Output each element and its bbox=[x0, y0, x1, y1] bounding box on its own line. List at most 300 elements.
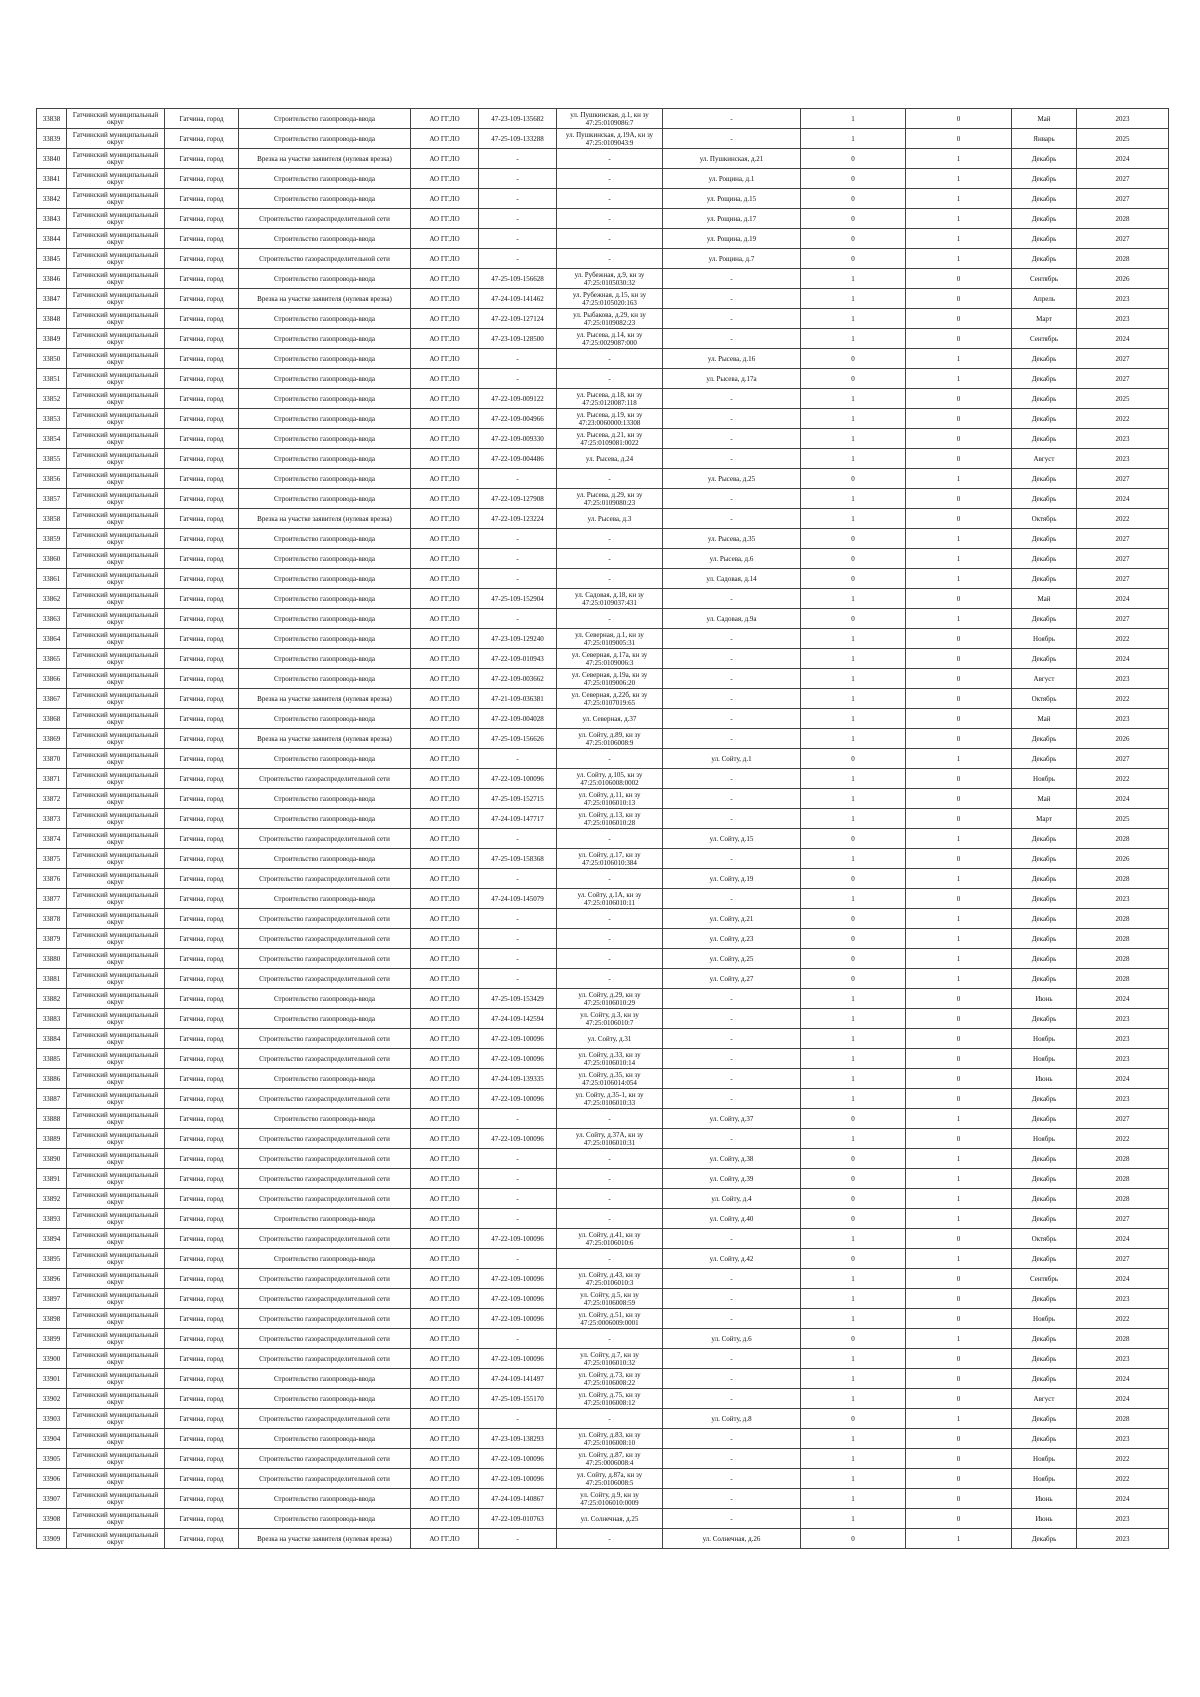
cell-address: ул. Сойту, д.6 bbox=[663, 1329, 801, 1349]
cell-count-b: 1 bbox=[906, 189, 1012, 209]
cell-count-b: 0 bbox=[906, 1049, 1012, 1069]
cell-month: Декабрь bbox=[1012, 929, 1077, 949]
cell-year: 2026 bbox=[1077, 849, 1169, 869]
cell-year: 2022 bbox=[1077, 1309, 1169, 1329]
cell-work-type: Строительство газораспределительной сети bbox=[239, 829, 411, 849]
cell-organization: АО ГГ.ЛО bbox=[411, 1149, 479, 1169]
cell-district: Гатчинский муниципальный округ bbox=[67, 149, 165, 169]
cell-row-id: 33869 bbox=[37, 729, 67, 749]
cell-year: 2027 bbox=[1077, 749, 1169, 769]
cell-address: ул. Рощина, д.1 bbox=[663, 169, 801, 189]
cell-work-type: Строительство газопровода-ввода bbox=[239, 129, 411, 149]
cell-organization: АО ГГ.ЛО bbox=[411, 969, 479, 989]
cell-settlement: Гатчина, город bbox=[165, 889, 239, 909]
cell-address: ул. Рощина, д.7 bbox=[663, 249, 801, 269]
cell-district: Гатчинский муниципальный округ bbox=[67, 869, 165, 889]
cell-district: Гатчинский муниципальный округ bbox=[67, 589, 165, 609]
cell-year: 2028 bbox=[1077, 949, 1169, 969]
cell-month: Ноябрь bbox=[1012, 769, 1077, 789]
cell-address: - bbox=[663, 509, 801, 529]
cell-row-id: 33902 bbox=[37, 1389, 67, 1409]
cell-count-b: 0 bbox=[906, 449, 1012, 469]
cell-district: Гатчинский муниципальный округ bbox=[67, 429, 165, 449]
table-row bbox=[37, 429, 1169, 449]
cell-month: Декабрь bbox=[1012, 1089, 1077, 1109]
cell-work-type: Строительство газопровода-ввода bbox=[239, 1109, 411, 1129]
cell-year: 2023 bbox=[1077, 309, 1169, 329]
cell-address: - bbox=[663, 1469, 801, 1489]
cell-row-id: 33904 bbox=[37, 1429, 67, 1449]
cell-address-with-cadastral: ул. Сойту, д.3, кн зу 47:25:0106010:7 bbox=[557, 1009, 663, 1029]
cell-organization: АО ГГ.ЛО bbox=[411, 449, 479, 469]
cell-year: 2028 bbox=[1077, 829, 1169, 849]
cell-address: - bbox=[663, 289, 801, 309]
cell-count-a: 0 bbox=[801, 189, 906, 209]
cell-year: 2028 bbox=[1077, 1409, 1169, 1429]
cell-organization: АО ГГ.ЛО bbox=[411, 1449, 479, 1469]
cell-application-number: - bbox=[479, 1109, 557, 1129]
cell-row-id: 33882 bbox=[37, 989, 67, 1009]
cell-row-id: 33874 bbox=[37, 829, 67, 849]
cell-district: Гатчинский муниципальный округ bbox=[67, 409, 165, 429]
cell-year: 2028 bbox=[1077, 1149, 1169, 1169]
cell-application-number: 47-22-109-100096 bbox=[479, 1229, 557, 1249]
cell-address: ул. Сойту, д.15 bbox=[663, 829, 801, 849]
cell-count-a: 0 bbox=[801, 929, 906, 949]
cell-row-id: 33838 bbox=[37, 109, 67, 129]
cell-count-a: 1 bbox=[801, 729, 906, 749]
table-row bbox=[37, 949, 1169, 969]
cell-application-number: 47-23-109-128500 bbox=[479, 329, 557, 349]
table-row bbox=[37, 169, 1169, 189]
cell-year: 2027 bbox=[1077, 1209, 1169, 1229]
cell-month: Декабрь bbox=[1012, 489, 1077, 509]
cell-month: Декабрь bbox=[1012, 229, 1077, 249]
cell-district: Гатчинский муниципальный округ bbox=[67, 169, 165, 189]
cell-row-id: 33906 bbox=[37, 1469, 67, 1489]
cell-month: Декабрь bbox=[1012, 1209, 1077, 1229]
cell-organization: АО ГГ.ЛО bbox=[411, 729, 479, 749]
table-row bbox=[37, 569, 1169, 589]
cell-year: 2027 bbox=[1077, 169, 1169, 189]
cell-settlement: Гатчина, город bbox=[165, 969, 239, 989]
cell-organization: АО ГГ.ЛО bbox=[411, 1009, 479, 1029]
cell-year: 2023 bbox=[1077, 289, 1169, 309]
cell-address: - bbox=[663, 629, 801, 649]
cell-count-b: 0 bbox=[906, 849, 1012, 869]
cell-organization: АО ГГ.ЛО bbox=[411, 1249, 479, 1269]
cell-work-type: Строительство газопровода-ввода bbox=[239, 229, 411, 249]
cell-address: - bbox=[663, 1229, 801, 1249]
cell-year: 2022 bbox=[1077, 1469, 1169, 1489]
cell-address-with-cadastral: ул. Сойту, д.29, кн зу 47:25:0106010:29 bbox=[557, 989, 663, 1009]
cell-address-with-cadastral: - bbox=[557, 1109, 663, 1129]
cell-work-type: Строительство газопровода-ввода bbox=[239, 109, 411, 129]
cell-organization: АО ГГ.ЛО bbox=[411, 169, 479, 189]
cell-year: 2023 bbox=[1077, 109, 1169, 129]
cell-organization: АО ГГ.ЛО bbox=[411, 889, 479, 909]
cell-address: ул. Солнечная, д.26 bbox=[663, 1529, 801, 1549]
cell-district: Гатчинский муниципальный округ bbox=[67, 1369, 165, 1389]
table-row bbox=[37, 809, 1169, 829]
cell-address-with-cadastral: - bbox=[557, 1149, 663, 1169]
cell-work-type: Строительство газопровода-ввода bbox=[239, 369, 411, 389]
cell-month: Декабрь bbox=[1012, 429, 1077, 449]
cell-work-type: Врезка на участке заявителя (нулевая врезка) bbox=[239, 729, 411, 749]
table-row bbox=[37, 369, 1169, 389]
cell-row-id: 33862 bbox=[37, 589, 67, 609]
cell-address: ул. Рощина, д.19 bbox=[663, 229, 801, 249]
cell-address-with-cadastral: - bbox=[557, 1209, 663, 1229]
cell-count-a: 0 bbox=[801, 1149, 906, 1169]
cell-count-b: 0 bbox=[906, 769, 1012, 789]
cell-row-id: 33860 bbox=[37, 549, 67, 569]
cell-address-with-cadastral: - bbox=[557, 929, 663, 949]
cell-count-a: 0 bbox=[801, 469, 906, 489]
cell-year: 2027 bbox=[1077, 609, 1169, 629]
cell-organization: АО ГГ.ЛО bbox=[411, 329, 479, 349]
cell-year: 2024 bbox=[1077, 1069, 1169, 1089]
cell-count-a: 0 bbox=[801, 149, 906, 169]
cell-year: 2028 bbox=[1077, 929, 1169, 949]
cell-count-b: 0 bbox=[906, 1069, 1012, 1089]
cell-address-with-cadastral: ул. Сойту, д.87, кн зу 47:25:0006008:4 bbox=[557, 1449, 663, 1469]
cell-count-b: 1 bbox=[906, 1109, 1012, 1129]
cell-row-id: 33895 bbox=[37, 1249, 67, 1269]
cell-count-a: 1 bbox=[801, 689, 906, 709]
cell-application-number: 47-25-109-155170 bbox=[479, 1389, 557, 1409]
cell-count-b: 0 bbox=[906, 1309, 1012, 1329]
cell-settlement: Гатчина, город bbox=[165, 809, 239, 829]
cell-count-a: 1 bbox=[801, 1449, 906, 1469]
cell-settlement: Гатчина, город bbox=[165, 389, 239, 409]
cell-count-a: 0 bbox=[801, 1329, 906, 1349]
cell-address: - bbox=[663, 1509, 801, 1529]
cell-address-with-cadastral: - bbox=[557, 909, 663, 929]
cell-address-with-cadastral: ул. Сойту, д.73, кн зу 47:25:0106008:22 bbox=[557, 1369, 663, 1389]
cell-count-b: 1 bbox=[906, 369, 1012, 389]
cell-count-a: 1 bbox=[801, 389, 906, 409]
cell-year: 2022 bbox=[1077, 629, 1169, 649]
cell-organization: АО ГГ.ЛО bbox=[411, 849, 479, 869]
cell-row-id: 33864 bbox=[37, 629, 67, 649]
cell-address-with-cadastral: ул. Пушкинская, д.19А, кн зу 47:25:0109043:9 bbox=[557, 129, 663, 149]
cell-year: 2024 bbox=[1077, 329, 1169, 349]
cell-address: - bbox=[663, 849, 801, 869]
cell-row-id: 33849 bbox=[37, 329, 67, 349]
cell-year: 2027 bbox=[1077, 349, 1169, 369]
cell-settlement: Гатчина, город bbox=[165, 289, 239, 309]
table-row bbox=[37, 1089, 1169, 1109]
cell-row-id: 33891 bbox=[37, 1169, 67, 1189]
cell-count-b: 0 bbox=[906, 309, 1012, 329]
cell-month: Декабрь bbox=[1012, 189, 1077, 209]
table-row bbox=[37, 1149, 1169, 1169]
cell-count-a: 1 bbox=[801, 129, 906, 149]
cell-month: Декабрь bbox=[1012, 1149, 1077, 1169]
cell-count-b: 0 bbox=[906, 1369, 1012, 1389]
cell-work-type: Строительство газораспределительной сети bbox=[239, 1089, 411, 1109]
cell-district: Гатчинский муниципальный округ bbox=[67, 1289, 165, 1309]
cell-count-a: 1 bbox=[801, 769, 906, 789]
cell-count-a: 0 bbox=[801, 1169, 906, 1189]
cell-count-b: 0 bbox=[906, 269, 1012, 289]
cell-month: Декабрь bbox=[1012, 729, 1077, 749]
cell-organization: АО ГГ.ЛО bbox=[411, 789, 479, 809]
cell-application-number: 47-25-109-158368 bbox=[479, 849, 557, 869]
cell-settlement: Гатчина, город bbox=[165, 229, 239, 249]
cell-count-b: 1 bbox=[906, 349, 1012, 369]
cell-year: 2028 bbox=[1077, 249, 1169, 269]
cell-organization: АО ГГ.ЛО bbox=[411, 289, 479, 309]
cell-year: 2027 bbox=[1077, 1249, 1169, 1269]
cell-year: 2026 bbox=[1077, 269, 1169, 289]
cell-address: - bbox=[663, 489, 801, 509]
cell-row-id: 33894 bbox=[37, 1229, 67, 1249]
table-row bbox=[37, 529, 1169, 549]
cell-application-number: 47-24-109-145079 bbox=[479, 889, 557, 909]
cell-count-a: 0 bbox=[801, 529, 906, 549]
cell-application-number: - bbox=[479, 349, 557, 369]
cell-address: ул. Пушкинская, д.21 bbox=[663, 149, 801, 169]
cell-count-b: 0 bbox=[906, 709, 1012, 729]
cell-district: Гатчинский муниципальный округ bbox=[67, 769, 165, 789]
cell-address: - bbox=[663, 729, 801, 749]
cell-count-b: 0 bbox=[906, 289, 1012, 309]
cell-work-type: Строительство газопровода-ввода bbox=[239, 1069, 411, 1089]
cell-month: Октябрь bbox=[1012, 1229, 1077, 1249]
cell-settlement: Гатчина, город bbox=[165, 1209, 239, 1229]
cell-settlement: Гатчина, город bbox=[165, 1369, 239, 1389]
table-row bbox=[37, 549, 1169, 569]
cell-count-b: 0 bbox=[906, 989, 1012, 1009]
cell-address-with-cadastral: ул. Сойту, д.35, кн зу 47:25:0106014:054 bbox=[557, 1069, 663, 1089]
cell-settlement: Гатчина, город bbox=[165, 709, 239, 729]
cell-year: 2027 bbox=[1077, 189, 1169, 209]
table-row bbox=[37, 329, 1169, 349]
cell-count-b: 1 bbox=[906, 949, 1012, 969]
cell-count-a: 1 bbox=[801, 709, 906, 729]
cell-count-b: 0 bbox=[906, 629, 1012, 649]
table-row bbox=[37, 709, 1169, 729]
cell-work-type: Строительство газораспределительной сети bbox=[239, 1129, 411, 1149]
cell-month: Декабрь bbox=[1012, 909, 1077, 929]
cell-organization: АО ГГ.ЛО bbox=[411, 1109, 479, 1129]
cell-count-b: 1 bbox=[906, 549, 1012, 569]
cell-district: Гатчинский муниципальный округ bbox=[67, 1449, 165, 1469]
cell-address: ул. Рысева, д.16 bbox=[663, 349, 801, 369]
cell-address-with-cadastral: ул. Рысева, д.24 bbox=[557, 449, 663, 469]
cell-row-id: 33840 bbox=[37, 149, 67, 169]
cell-organization: АО ГГ.ЛО bbox=[411, 229, 479, 249]
cell-address-with-cadastral: - bbox=[557, 869, 663, 889]
cell-year: 2027 bbox=[1077, 469, 1169, 489]
cell-application-number: 47-22-109-100096 bbox=[479, 1089, 557, 1109]
cell-district: Гатчинский муниципальный округ bbox=[67, 349, 165, 369]
cell-count-b: 0 bbox=[906, 669, 1012, 689]
cell-count-a: 1 bbox=[801, 809, 906, 829]
cell-district: Гатчинский муниципальный округ bbox=[67, 809, 165, 829]
cell-count-a: 1 bbox=[801, 289, 906, 309]
cell-count-a: 1 bbox=[801, 1269, 906, 1289]
cell-year: 2022 bbox=[1077, 509, 1169, 529]
cell-organization: АО ГГ.ЛО bbox=[411, 1349, 479, 1369]
table-row bbox=[37, 209, 1169, 229]
cell-count-b: 0 bbox=[906, 689, 1012, 709]
cell-district: Гатчинский муниципальный округ bbox=[67, 669, 165, 689]
cell-application-number: - bbox=[479, 169, 557, 189]
cell-month: Октябрь bbox=[1012, 509, 1077, 529]
cell-year: 2027 bbox=[1077, 1109, 1169, 1129]
table-row bbox=[37, 349, 1169, 369]
cell-organization: АО ГГ.ЛО bbox=[411, 609, 479, 629]
cell-district: Гатчинский муниципальный округ bbox=[67, 1029, 165, 1049]
cell-work-type: Строительство газопровода-ввода bbox=[239, 189, 411, 209]
cell-row-id: 33859 bbox=[37, 529, 67, 549]
cell-work-type: Строительство газопровода-ввода bbox=[239, 569, 411, 589]
cell-address-with-cadastral: ул. Рысева, д.21, кн зу 47:25:0109081:0022 bbox=[557, 429, 663, 449]
cell-address-with-cadastral: - bbox=[557, 229, 663, 249]
cell-work-type: Строительство газораспределительной сети bbox=[239, 949, 411, 969]
cell-district: Гатчинский муниципальный округ bbox=[67, 889, 165, 909]
cell-organization: АО ГГ.ЛО bbox=[411, 109, 479, 129]
cell-month: Декабрь bbox=[1012, 1349, 1077, 1369]
cell-row-id: 33863 bbox=[37, 609, 67, 629]
cell-year: 2023 bbox=[1077, 709, 1169, 729]
cell-month: Декабрь bbox=[1012, 889, 1077, 909]
cell-address: - bbox=[663, 709, 801, 729]
cell-count-b: 1 bbox=[906, 969, 1012, 989]
cell-count-b: 0 bbox=[906, 1389, 1012, 1409]
cell-count-b: 1 bbox=[906, 829, 1012, 849]
cell-count-b: 0 bbox=[906, 129, 1012, 149]
cell-address: - bbox=[663, 1349, 801, 1369]
cell-count-a: 1 bbox=[801, 1029, 906, 1049]
cell-month: Декабрь bbox=[1012, 469, 1077, 489]
cell-organization: АО ГГ.ЛО bbox=[411, 1269, 479, 1289]
cell-row-id: 33881 bbox=[37, 969, 67, 989]
cell-address: ул. Сойту, д.37 bbox=[663, 1109, 801, 1129]
cell-application-number: 47-22-109-127124 bbox=[479, 309, 557, 329]
cell-application-number: 47-25-109-152715 bbox=[479, 789, 557, 809]
cell-application-number: 47-22-109-010943 bbox=[479, 649, 557, 669]
cell-application-number: 47-23-109-135682 bbox=[479, 109, 557, 129]
table-row bbox=[37, 189, 1169, 209]
cell-address: - bbox=[663, 449, 801, 469]
cell-application-number: - bbox=[479, 229, 557, 249]
cell-address-with-cadastral: ул. Сойту, д.31 bbox=[557, 1029, 663, 1049]
cell-count-b: 0 bbox=[906, 809, 1012, 829]
cell-organization: АО ГГ.ЛО bbox=[411, 1309, 479, 1329]
cell-count-a: 1 bbox=[801, 1389, 906, 1409]
cell-row-id: 33866 bbox=[37, 669, 67, 689]
cell-settlement: Гатчина, город bbox=[165, 529, 239, 549]
cell-district: Гатчинский муниципальный округ bbox=[67, 229, 165, 249]
cell-work-type: Строительство газопровода-ввода bbox=[239, 749, 411, 769]
cell-district: Гатчинский муниципальный округ bbox=[67, 649, 165, 669]
cell-count-a: 0 bbox=[801, 969, 906, 989]
cell-month: Ноябрь bbox=[1012, 629, 1077, 649]
cell-month: Декабрь bbox=[1012, 209, 1077, 229]
cell-count-b: 0 bbox=[906, 1029, 1012, 1049]
cell-work-type: Строительство газораспределительной сети bbox=[239, 1309, 411, 1329]
cell-row-id: 33883 bbox=[37, 1009, 67, 1029]
cell-district: Гатчинский муниципальный округ bbox=[67, 929, 165, 949]
cell-row-id: 33877 bbox=[37, 889, 67, 909]
cell-address-with-cadastral: - bbox=[557, 609, 663, 629]
cell-work-type: Строительство газораспределительной сети bbox=[239, 1329, 411, 1349]
table-row bbox=[37, 109, 1169, 129]
cell-address: - bbox=[663, 889, 801, 909]
table-row bbox=[37, 1109, 1169, 1129]
cell-year: 2023 bbox=[1077, 1429, 1169, 1449]
cell-month: Декабрь bbox=[1012, 1329, 1077, 1349]
cell-application-number: - bbox=[479, 609, 557, 629]
cell-organization: АО ГГ.ЛО bbox=[411, 1429, 479, 1449]
cell-count-b: 1 bbox=[906, 169, 1012, 189]
cell-district: Гатчинский муниципальный округ bbox=[67, 1329, 165, 1349]
cell-settlement: Гатчина, город bbox=[165, 629, 239, 649]
cell-address-with-cadastral: - bbox=[557, 209, 663, 229]
cell-settlement: Гатчина, город bbox=[165, 469, 239, 489]
cell-count-b: 0 bbox=[906, 1289, 1012, 1309]
table-row bbox=[37, 789, 1169, 809]
cell-year: 2024 bbox=[1077, 989, 1169, 1009]
cell-organization: АО ГГ.ЛО bbox=[411, 769, 479, 789]
cell-district: Гатчинский муниципальный округ bbox=[67, 509, 165, 529]
cell-organization: АО ГГ.ЛО bbox=[411, 1089, 479, 1109]
cell-address-with-cadastral: ул. Северная, д.17а, кн зу 47:25:0109006:3 bbox=[557, 649, 663, 669]
cell-district: Гатчинский муниципальный округ bbox=[67, 1249, 165, 1269]
cell-application-number: 47-22-109-100096 bbox=[479, 1049, 557, 1069]
cell-address-with-cadastral: ул. Северная, д.22б, кн зу 47:25:0107019:65 bbox=[557, 689, 663, 709]
cell-count-a: 0 bbox=[801, 1529, 906, 1549]
cell-organization: АО ГГ.ЛО bbox=[411, 369, 479, 389]
cell-district: Гатчинский муниципальный округ bbox=[67, 1509, 165, 1529]
table-row bbox=[37, 669, 1169, 689]
cell-row-id: 33885 bbox=[37, 1049, 67, 1069]
cell-work-type: Строительство газопровода-ввода bbox=[239, 549, 411, 569]
cell-year: 2023 bbox=[1077, 1009, 1169, 1029]
cell-year: 2024 bbox=[1077, 1229, 1169, 1249]
cell-settlement: Гатчина, город bbox=[165, 329, 239, 349]
cell-address: - bbox=[663, 589, 801, 609]
cell-organization: АО ГГ.ЛО bbox=[411, 1329, 479, 1349]
cell-district: Гатчинский муниципальный округ bbox=[67, 1189, 165, 1209]
cell-count-b: 1 bbox=[906, 569, 1012, 589]
cell-settlement: Гатчина, город bbox=[165, 549, 239, 569]
cell-application-number: 47-21-109-036381 bbox=[479, 689, 557, 709]
cell-application-number: - bbox=[479, 829, 557, 849]
cell-count-b: 1 bbox=[906, 209, 1012, 229]
cell-address-with-cadastral: ул. Рысева, д.3 bbox=[557, 509, 663, 529]
cell-district: Гатчинский муниципальный округ bbox=[67, 949, 165, 969]
cell-organization: АО ГГ.ЛО bbox=[411, 629, 479, 649]
cell-work-type: Строительство газопровода-ввода bbox=[239, 809, 411, 829]
cell-count-a: 0 bbox=[801, 569, 906, 589]
cell-row-id: 33889 bbox=[37, 1129, 67, 1149]
cell-row-id: 33846 bbox=[37, 269, 67, 289]
table-row bbox=[37, 129, 1169, 149]
cell-count-a: 1 bbox=[801, 1429, 906, 1449]
cell-settlement: Гатчина, город bbox=[165, 109, 239, 129]
cell-work-type: Строительство газопровода-ввода bbox=[239, 789, 411, 809]
cell-address-with-cadastral: ул. Пушкинская, д.1, кн зу 47:25:0109086:7 bbox=[557, 109, 663, 129]
cell-count-a: 1 bbox=[801, 1309, 906, 1329]
cell-month: Май bbox=[1012, 589, 1077, 609]
table-row bbox=[37, 829, 1169, 849]
cell-district: Гатчинский муниципальный округ bbox=[67, 369, 165, 389]
